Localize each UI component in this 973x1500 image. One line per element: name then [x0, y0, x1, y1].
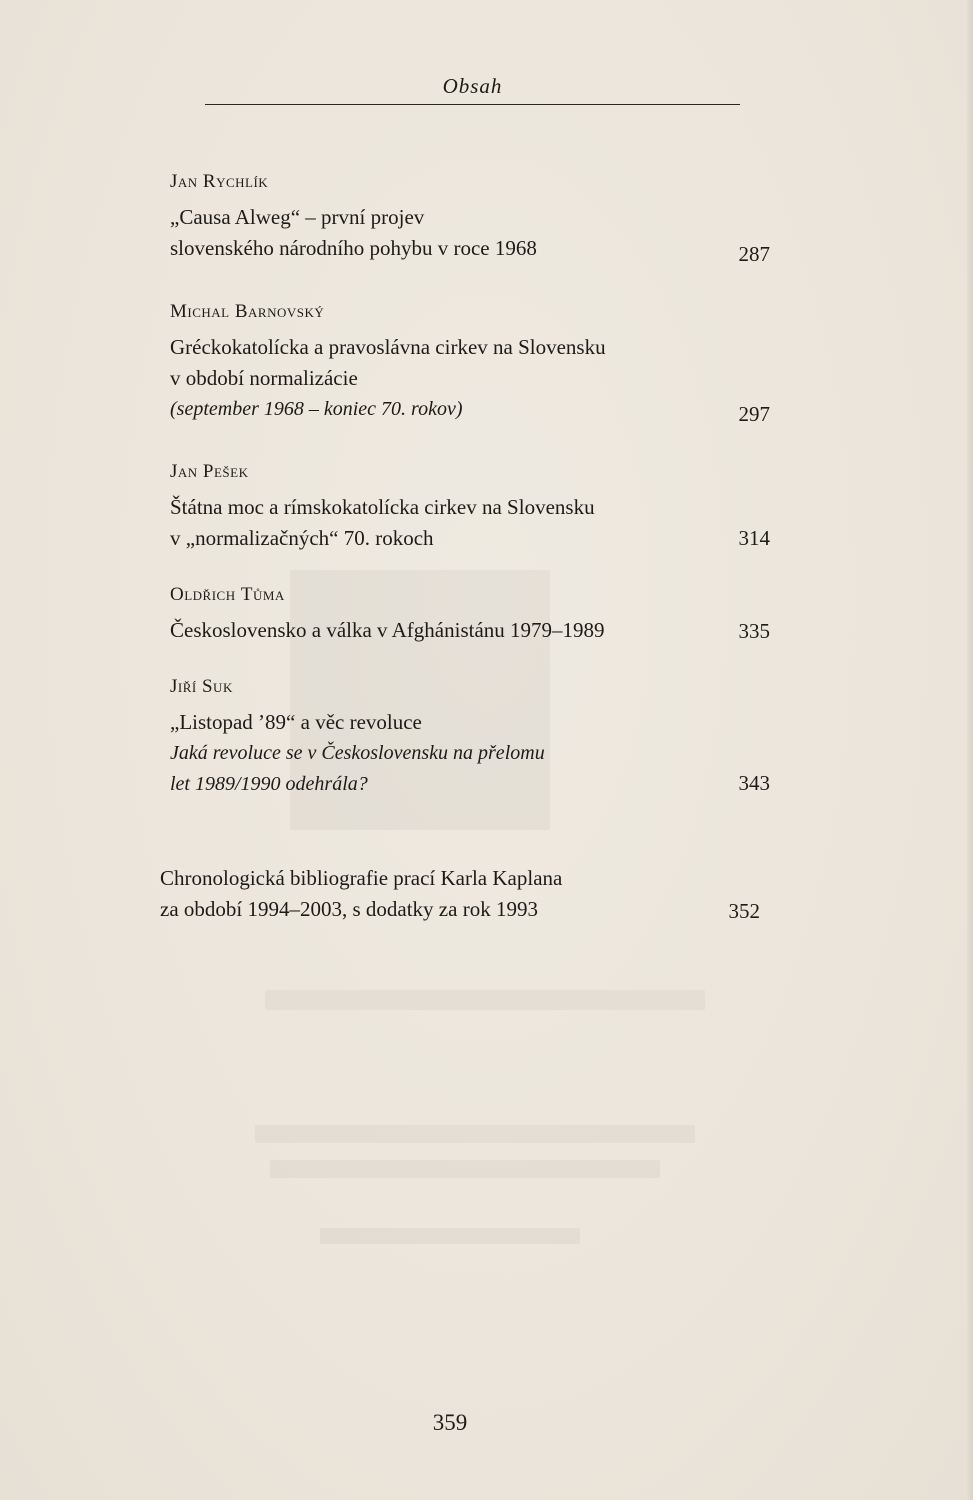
entry-title-line: Chronologická bibliografie prací Karla Kaplana	[160, 866, 563, 890]
entry-author	[170, 460, 770, 484]
entry-title-line: slovenského národního pohybu v roce 1968	[170, 236, 537, 260]
entry-page-number: 343	[738, 771, 770, 795]
entry-author	[170, 583, 770, 607]
toc-entry	[170, 460, 770, 554]
toc-entry	[170, 675, 770, 800]
entry-title-line: „Causa Alweg“ – první projev	[170, 205, 425, 229]
entry-page-number: 352	[728, 899, 760, 923]
show-through-mark	[270, 1160, 660, 1178]
entry-title-line: za období 1994–2003, s dodatky za rok 1993	[160, 897, 538, 921]
author-first-name: Oldřich	[170, 584, 236, 605]
show-through-mark	[265, 990, 705, 1010]
entry-author	[170, 300, 770, 324]
folio-page-number: 359	[432, 1410, 468, 1435]
entry-author	[170, 675, 770, 699]
entry-subtitle-line: (september 1968 – koniec 70. rokov)	[170, 398, 463, 420]
author-first-name: Jiří	[170, 676, 197, 697]
running-head: Obsah	[442, 74, 503, 98]
head-rule	[205, 104, 740, 105]
entry-title-line: v období normalizácie	[170, 366, 358, 390]
entry-page-number: 335	[738, 619, 770, 643]
page-edge	[967, 0, 973, 1500]
toc-entry	[170, 300, 770, 425]
show-through-mark	[320, 1228, 580, 1244]
author-last-name: Tůma	[240, 584, 285, 605]
entry-title-line: „Listopad ’89“ a věc revoluce	[170, 710, 422, 734]
author-first-name: Jan	[170, 171, 198, 192]
toc-entry-bibliography	[160, 863, 760, 925]
author-last-name: Suk	[201, 676, 233, 697]
author-first-name: Jan	[170, 461, 198, 482]
entry-title-line: v „normalizačných“ 70. rokoch	[170, 526, 434, 550]
entry-title-line: Československo a válka v Afghánistánu 1979–1989	[170, 618, 605, 642]
entry-page-number: 297	[738, 402, 770, 426]
entry-subtitle-line: let 1989/1990 odehrála?	[170, 773, 368, 795]
entry-title-line: Gréckokatolícka a pravoslávna cirkev na Slovensku	[170, 335, 606, 359]
entry-title-line: Štátna moc a rímskokatolícka cirkev na Slovensku	[170, 495, 595, 519]
entry-page-number: 314	[738, 526, 770, 550]
entry-subtitle-line: Jaká revoluce se v Československu na přelomu	[170, 742, 545, 764]
author-last-name: Barnovský	[234, 301, 325, 322]
toc-entry	[170, 170, 770, 264]
author-last-name: Rychlík	[202, 171, 269, 192]
author-last-name: Pešek	[202, 461, 249, 482]
entry-author	[170, 170, 770, 194]
entry-page-number: 287	[738, 242, 770, 266]
toc-entry	[170, 583, 770, 646]
show-through-mark	[255, 1125, 695, 1143]
author-first-name: Michal	[170, 301, 230, 322]
